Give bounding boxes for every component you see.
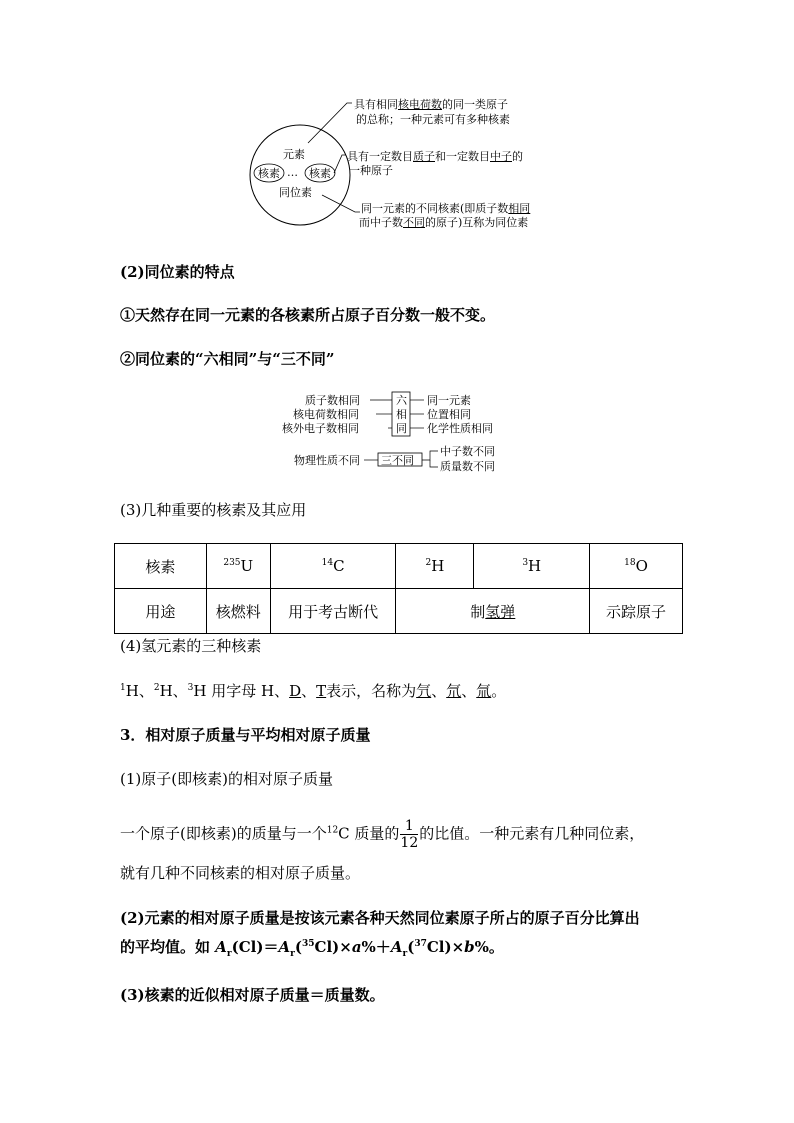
desc-element-line1: 具有相同核电荷数的同一类原子 <box>354 98 508 111</box>
three-diff-box: 三不同 <box>381 454 414 467</box>
six-same-left-1: 质子数相同 <box>305 394 360 407</box>
point-1: ①天然存在同一元素的各核素所占原子百分数一般不变。 <box>120 306 496 324</box>
center-nuclide-right: 核素 <box>309 167 331 180</box>
table-cell: 用于考古断代 <box>270 589 396 634</box>
table-cell: 用途 <box>115 589 207 634</box>
table-cell: $^{14}$C <box>270 544 396 589</box>
table-cell: 核素 <box>115 544 207 589</box>
point-2: ②同位素的“六相同”与“三不同” <box>120 350 335 368</box>
table-cell: 制氢弹 <box>396 589 590 634</box>
center-element-label: 元素 <box>283 148 305 161</box>
heading-3: 3．相对原子质量与平均相对原子质量 <box>120 726 371 744</box>
desc-element-line2: 的总称；一种元素可有多种核素 <box>356 113 510 126</box>
six-same-box-1: 六 <box>396 394 407 407</box>
six-same-left-2: 核电荷数相同 <box>293 408 359 421</box>
six-same-left-3: 核外电子数相同 <box>282 422 359 435</box>
section-4-title: (4)氢元素的三种核素 <box>120 637 262 655</box>
three-diff-left: 物理性质不同 <box>294 454 360 467</box>
desc-isotope-line1: 同一元素的不同核素(即质子数相同 <box>361 202 531 215</box>
fraction: $\frac{1}{12}$ <box>400 818 419 851</box>
desc-nuclide-line1: 具有一定数目质子和一定数目中子的 <box>347 150 523 163</box>
sub-2-line1: (2)元素的相对原子质量是按该元素各种天然同位素原子所占的原子百分比算出 <box>120 909 640 927</box>
section-2-title: (2)同位素的特点 <box>120 263 235 281</box>
desc-nuclide-line2: 一种原子 <box>349 164 393 177</box>
hydrogen-isotopes-line: $^1$H、$^2$H、$^3$H 用字母 H、D、T表示，名称为氕、氘、氚。 <box>120 682 507 700</box>
table-cell: $^{18}$O <box>590 544 683 589</box>
table-cell: 示踪原子 <box>590 589 683 634</box>
center-nuclide-left: 核素 <box>258 167 280 180</box>
table-cell: 核燃料 <box>206 589 270 634</box>
six-same-box-3: 同 <box>396 422 407 435</box>
sub-2-line2: 的平均值。如 $A_r(Cl)=A_r(^{35}Cl)\times a\%+A_r(^{37}Cl)\times b\%$。 <box>120 938 504 959</box>
center-dots: … <box>287 166 298 179</box>
sub-1-text-line2: 就有几种不同核素的相对原子质量。 <box>120 864 361 882</box>
center-isotope-label: 同位素 <box>279 186 312 199</box>
three-diff-right-2: 质量数不同 <box>440 460 495 473</box>
table-cell: $^{235}$U <box>206 544 270 589</box>
six-same-right-1: 同一元素 <box>427 394 471 407</box>
six-same-box-2: 相 <box>396 408 407 421</box>
table-row <box>115 589 683 634</box>
six-same-right-3: 化学性质相同 <box>427 422 493 435</box>
sub-1-text-line1: 一个原子(即核素)的质量与一个$^{12}$C 质量的 $\frac{1}{12}$ 的比值。一种元素有几种同位素， <box>120 818 645 851</box>
table-row <box>115 544 683 589</box>
desc-isotope-line2: 而中子数不同的原子)互称为同位素 <box>359 216 529 229</box>
table-cell: $^2$H <box>396 544 474 589</box>
sub-3: (3)核素的近似相对原子质量＝质量数。 <box>120 986 385 1004</box>
sub-1-title: (1)原子(即核素)的相对原子质量 <box>120 770 333 788</box>
three-diff-right-1: 中子数不同 <box>440 445 495 458</box>
section-3-title: (3)几种重要的核素及其应用 <box>120 501 307 519</box>
nuclide-table <box>114 543 683 634</box>
table-cell: $^3$H <box>474 544 590 589</box>
six-same-right-2: 位置相同 <box>427 408 471 421</box>
